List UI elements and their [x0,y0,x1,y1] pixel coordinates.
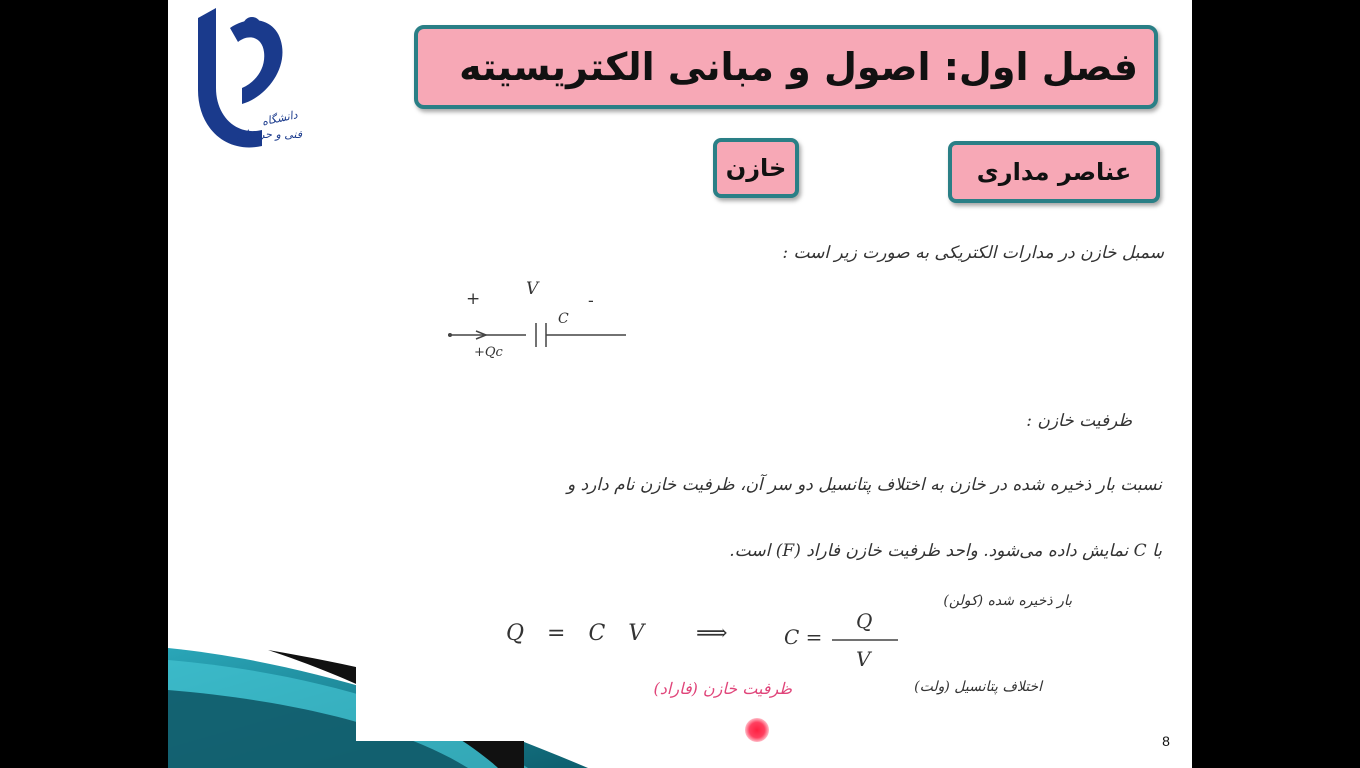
note-line-symbol: سمبل خازن در مدارات الکتریکی به صورت زیر است : [782,243,1164,263]
slide-title: فصل اول: اصول و مبانی الکتریسیته [459,45,1138,89]
university-logo [190,6,310,156]
symbol-plus: + [466,289,481,309]
note-capacity-heading: ظرفیت خازن : [1026,411,1132,431]
label-capacitance-farad: ظرفیت خازن (فاراد) [653,679,792,698]
equation-numerator: Q [856,609,873,633]
symbol-v: V [526,279,539,299]
tag-circuit-elements: عناصر مداری [948,141,1160,203]
label-potential-difference: اختلاف پتانسیل (ولت) [914,679,1042,695]
laser-pointer-dot [745,718,769,742]
page-number: 8 [1162,733,1170,749]
equation-q-cv: Q = C V [506,621,653,646]
title-banner [414,25,1158,109]
symbol-c: C [558,311,569,327]
equation-denominator: V [856,647,871,671]
svg-text:دانشگاه: دانشگاه [260,108,299,129]
equation-arrow: ⟹ [696,621,728,646]
symbol-minus: - [588,291,594,311]
svg-text:فنی و حرفه‌ای: فنی و حرفه‌ای [236,128,302,141]
equation-c: C = [784,625,823,649]
fraction-bar [830,637,900,643]
note-definition-line1: نسبت بار ذخیره شده در خازن به اختلاف پتانسیل دو سر آن، ظرفیت خازن نام دارد و [566,475,1162,495]
tag-capacitor: خازن [713,138,799,198]
note-definition-line2: با C نمایش داده می‌شود. واحد ظرفیت خازن فاراد (F) است. [729,541,1162,561]
symbol-qc: +Qc [474,345,503,360]
slide [168,0,1192,768]
label-stored-charge: بار ذخیره شده (کولن) [943,593,1072,609]
handwritten-notes-panel [356,215,1192,741]
